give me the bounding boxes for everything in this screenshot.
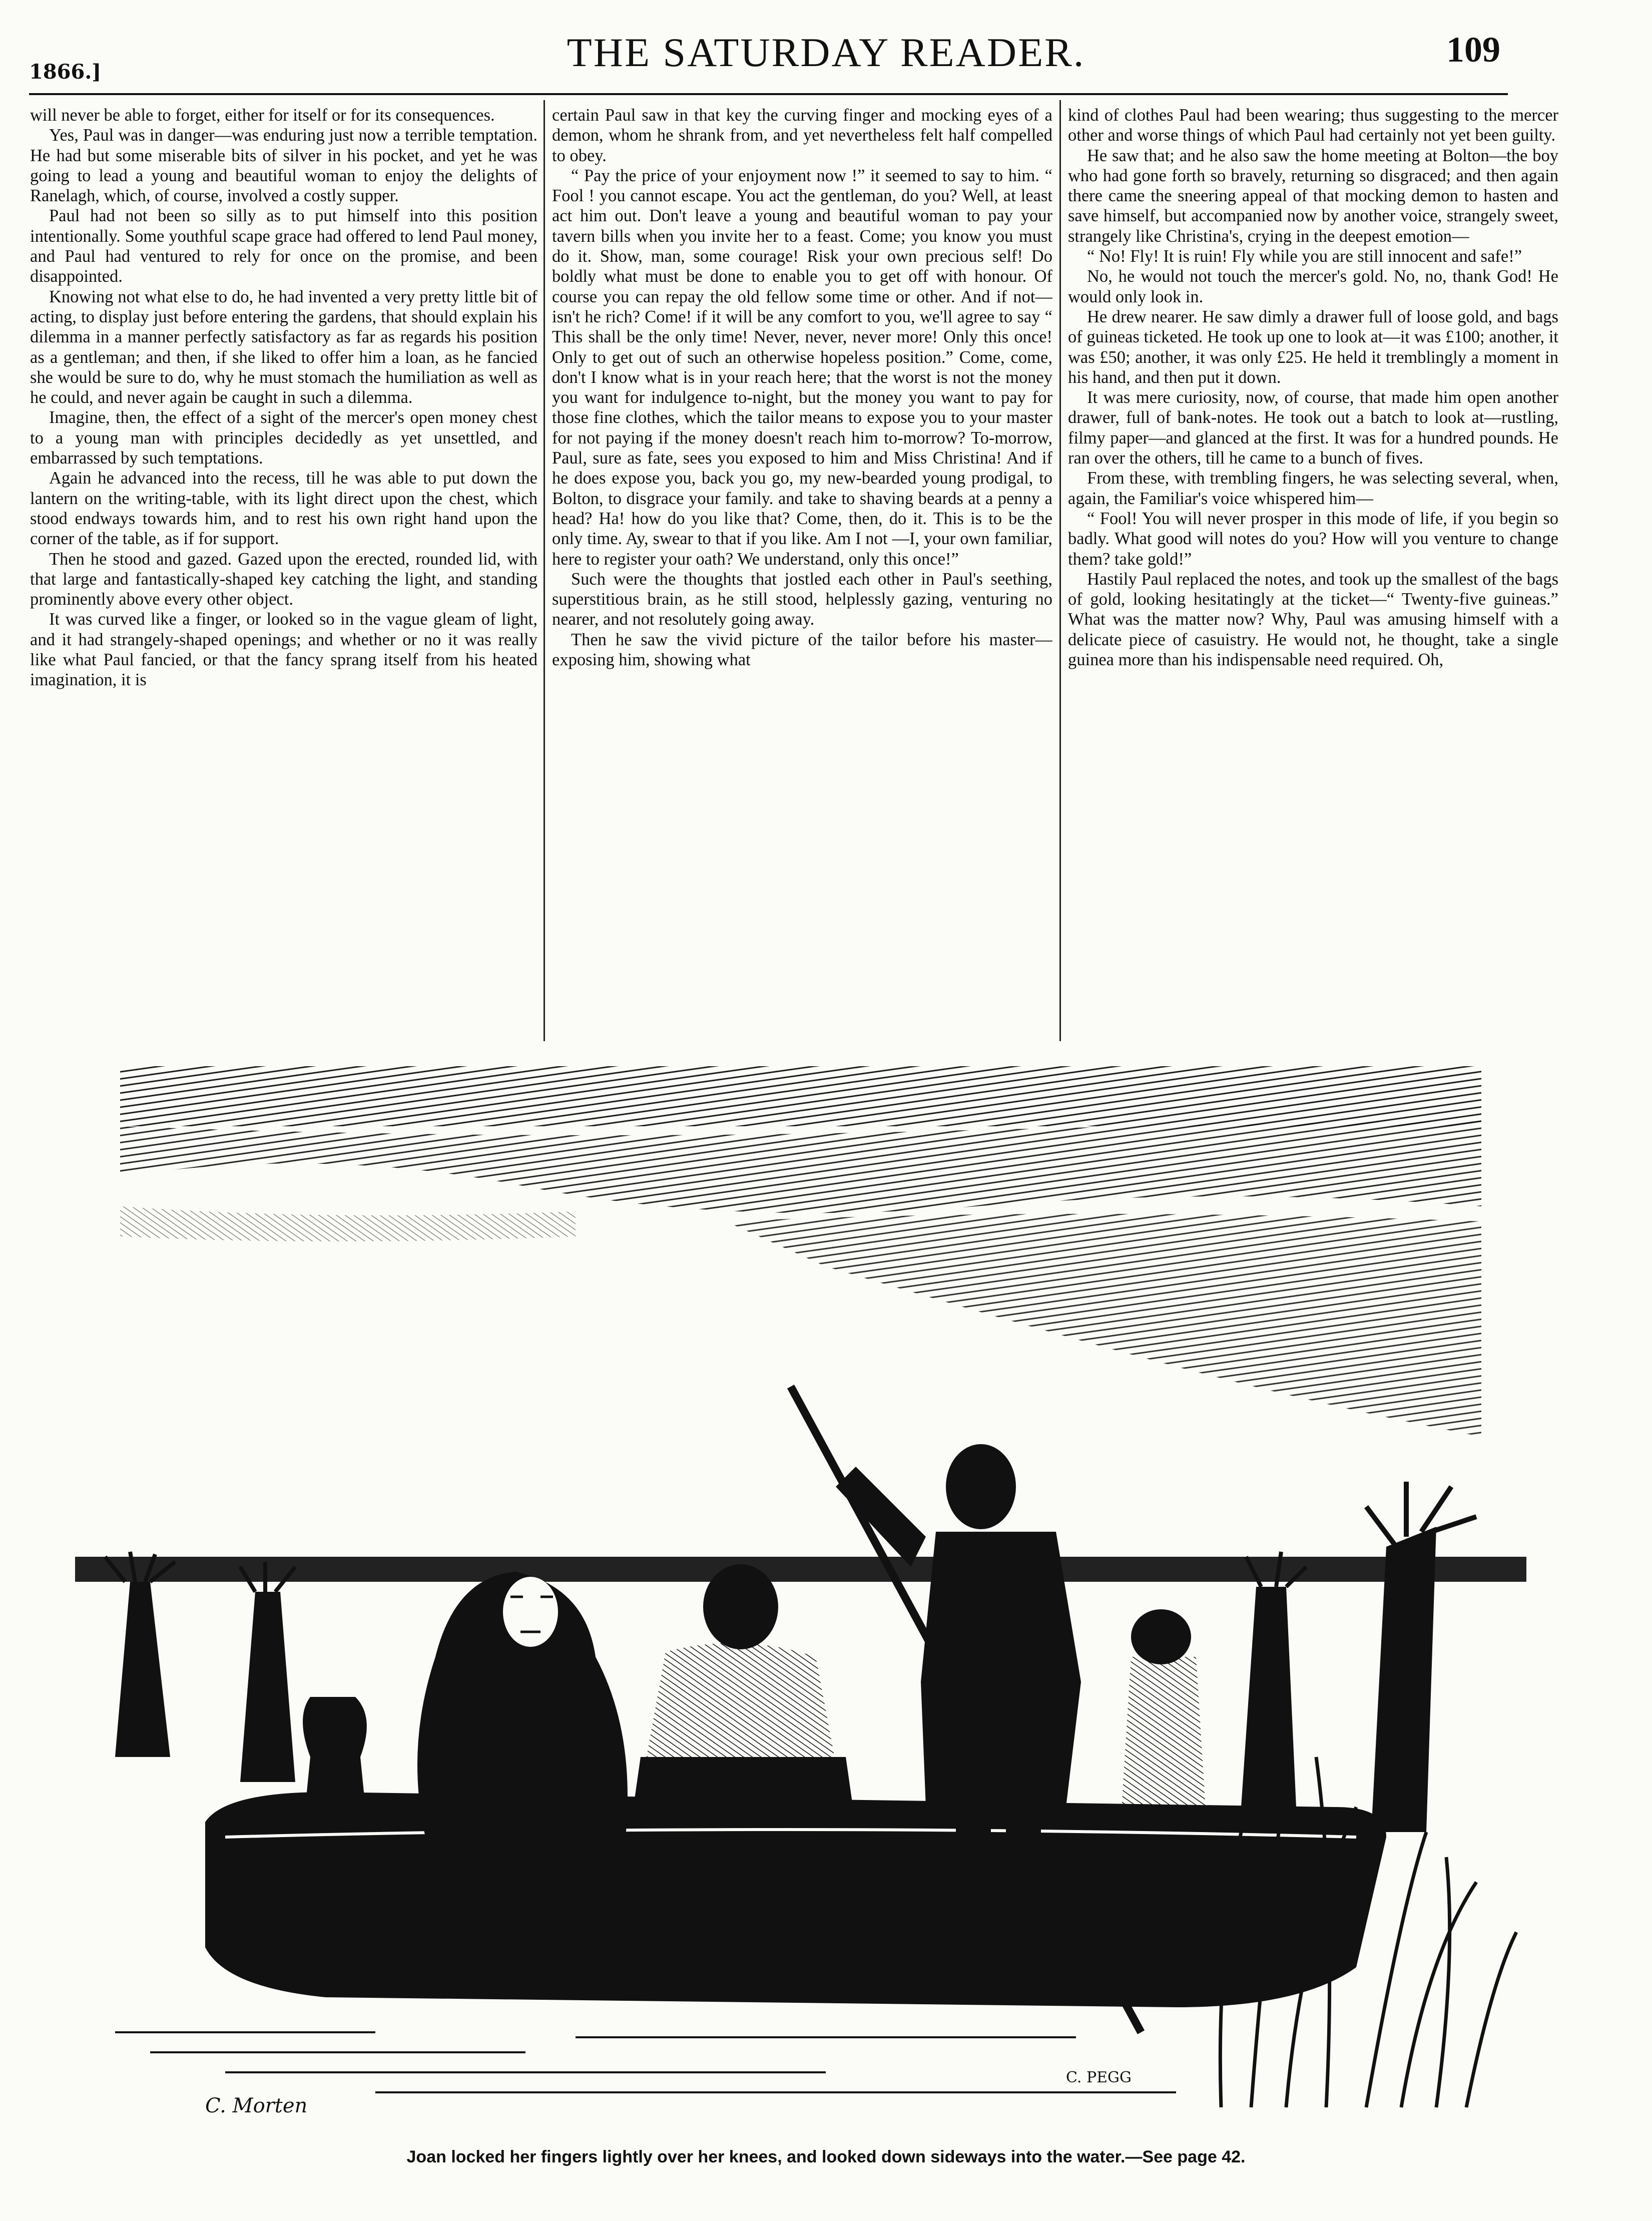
sky [120,1066,1481,1437]
paragraph: It was mere curiosity, now, of course, that made him open another drawer, full of bank-notes. He took out a batch to look at—rustling, filmy paper—and glanced at the first. It was for a hundred pounds. He ran over the others, till he came to a bunch of fives. [1068,388,1558,468]
paragraph: From these, with trembling fingers, he was selecting several, when, again, the Familiar's voice whispered him— [1068,469,1558,508]
paragraph: Knowing not what else to do, he had invented a very pretty little bit of acting, to display just before entering the gardens, that should explain his dilemma in a manner perfectly satisfactory as far as regards his position as a gentleman; and then, if she liked to offer him a loan, as he fancied she would be sure to do, why he must stomach the humiliation as well as he could, and never again be caught in such a dilemma. [30,287,537,407]
text-column-3 [1068,105,1558,1036]
paragraph: Yes, Paul was in danger—was enduring just now a terrible temptation. He had but some miserable bits of silver in his pocket, and yet he was going to lead a young and beautiful woman to enjoy the delights of Ranelagh, which, of course, involved a costly supper. [30,126,537,206]
paragraph: Imagine, then, the effect of a sight of the mercer's open money chest to a young man with principles decidedly as yet unsettled, and embarrassed by such temptations. [30,408,537,468]
paragraph: will never be able to forget, either for itself or for its consequences. [30,106,495,125]
column-rule [1059,100,1061,1041]
paragraph: certain Paul saw in that key the curving finger and mocking eyes of a demon, whom he shrank from, and yet nevertheless felt half compelled to obey. [552,106,1052,165]
paragraph: No, he would not touch the mercer's gold. No, no, thank God! He would only look in. [1068,267,1558,306]
paragraph: Such were the thoughts that jostled each other in Paul's seething, superstitious brain, as he still stood, helplessly gazing, venturing no nearer, and not resolutely going away. [552,569,1052,629]
illustration-caption: Joan locked her fingers lightly over her knees, and looked down sideways into the water.—See page 42. [406,2147,1246,2166]
paragraph: Hastily Paul replaced the notes, and took up the smallest of the bags of gold, looking hesitatingly at the ticket—“ Twenty-five guineas.” What was the matter now? Why, Paul was amusing himself with a delicate piece of casuistry. He would not, he thought, take a single guinea more than his indispensable need required. Oh, [1068,569,1558,670]
header-rule [29,93,1508,95]
right-trees [1241,1482,1476,1832]
paragraph: Paul had not been so silly as to put himself into this position intentionally. Some youthful scape grace had offered to lend Paul money, and Paul had ventured to rely for once on the promise, and been disappointed. [30,206,537,286]
left-trees [105,1552,295,1782]
engraver-signature: C. PEGG [1066,2069,1132,2086]
artist-signature: C. Morten [205,2094,308,2117]
page-number: 109 [1446,30,1500,70]
masthead-title: THE SATURDAY READER. [567,30,1085,75]
jug [303,1697,367,1807]
column-rule [543,100,545,1041]
issue-date: 1866.] [29,60,102,84]
paragraph: “ Fool! You will never prosper in this mode of life, if you begin so badly. What good will notes do you? How will you venture to change them? take gold!” [1068,509,1558,569]
water [115,2032,1176,2092]
paragraph: He saw that; and he also saw the home meeting at Bolton—the boy who had gone forth so bravely, returning so disgraced; and then again there came the sneering appeal of that mocking demon to hasten and save himself, but accompanied now by another voice, strangely sweet, strangely like Christina's, crying in the deepest emotion— [1068,146,1558,246]
paragraph: kind of clothes Paul had been wearing; thus suggesting to the mercer other and worse things of which Paul had certainly not yet been guilty. [1068,106,1558,145]
paragraph: It was curved like a finger, or looked so in the vague gleam of light, and it had strangely-shaped openings; and whether or no it was really like what Paul fancied, or that the fancy sprang itself from his heated imagination, it is [30,610,537,690]
text-column-1 [30,105,537,1036]
paragraph: Again he advanced into the recess, till he was able to put down the lantern on the writing-table, with its light direct upon the chest, which stood endways towards him, and to rest his own right hand upon the corner of the table, as if for support. [30,469,537,549]
paragraph: He drew nearer. He saw dimly a drawer full of loose gold, and bags of guineas ticketed. He took up one to look at—it was £100; another, it was £50; another, it was only £25. He held it tremblingly a moment in his hand, and then put it down. [1068,307,1558,387]
engraving-illustration [75,1056,1526,2132]
woman-figure [417,1572,628,1837]
seated-man-figure [631,1564,856,1827]
paragraph: “ No! Fly! It is ruin! Fly while you are still innocent and safe!” [1087,247,1522,266]
paragraph: Then he stood and gazed. Gazed upon the erected, rounded lid, with that large and fantastically-shaped key catching the light, and standing prominently above every other object. [30,549,537,609]
paragraph: Then he saw the vivid picture of the tailor before his master—exposing him, showing what [552,630,1052,670]
paragraph: “ Pay the price of your enjoyment now !” it seemed to say to him. “ Fool ! you cannot escape. You act the gentleman, do you? Well, at least act him out. Don't leave a young and beautiful woman to pay your tavern bills when you invite her to a feast. Come; you know you must do it. Show, man, some courage! Risk your own precious self! Do boldly what must be done to enable you to get off with honour. Of course you can repay the old fellow some time or other. And if not—isn't he rich? Come! if it will be any comfort to you, we'll agree to say “ This shall be the only time! Never, never, never more! Only this once! Only to get out of such an otherwise hopeless position.” Come, come, don't I know what is in your reach here; that the worst is not the money you want for indulgence to-night, but the money you want to pay for those fine clothes, which the tailor means to expose you to your master for not paying if the money doesn't reach him to-morrow? To-morrow, Paul, sure as fate, sees you exposed to him and Miss Christina! And if he does expose you, back you go, my new-bearded young prodigal, to Bolton, to disgrace your family. and take to shaving beards at a penny a head? Ha! how do you like that? Come, then, do it. This is to be the only time. Ay, swear to that if you like. Am I not —I, your own familiar, here to register your oath? We understand, only this once!” [552,166,1052,569]
dog-figure [1121,1609,1206,1817]
text-column-2 [552,105,1052,1036]
